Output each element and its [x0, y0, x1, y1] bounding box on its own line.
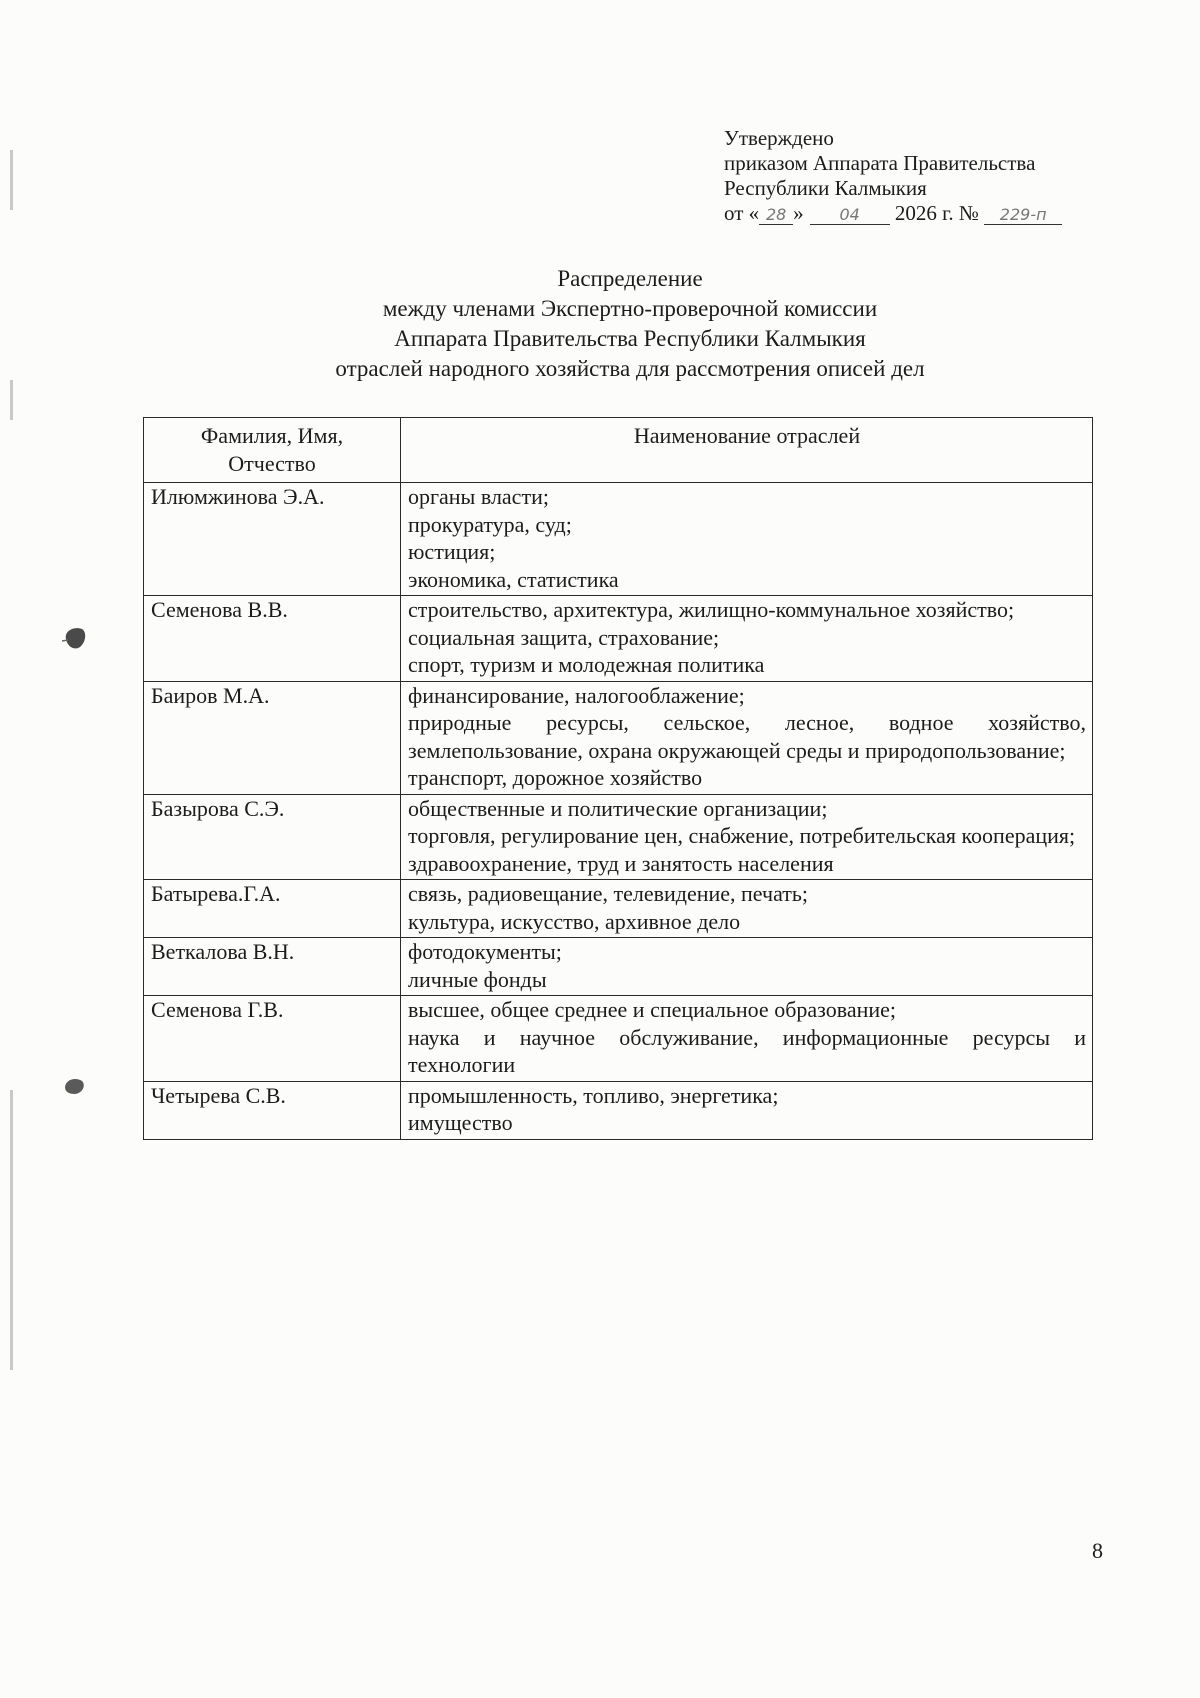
assigned-branches: [401, 996, 1093, 1082]
branch-item: социальная защита, страхование;: [408, 624, 720, 650]
member-name: Семенова В.В.: [144, 596, 401, 682]
member-name: Илюмжинова Э.А.: [144, 483, 401, 596]
document-title: [180, 264, 1080, 384]
branch-item: личные фонды: [408, 966, 547, 992]
approval-line: приказом Аппарата Правительства: [724, 151, 1036, 175]
table-row: [144, 596, 1093, 682]
assigned-branches: [401, 938, 1093, 996]
branch-item: строительство, архитектура, жилищно-коммунальное хозяйство;: [408, 597, 1015, 622]
hole-punch-mark: [62, 625, 88, 651]
branch-item: связь, радиовещание, телевидение, печать;: [408, 881, 809, 906]
branch-item: финансирование, налогооблажение;: [408, 682, 745, 708]
branch-item: спорт, туризм и молодежная политика: [408, 652, 765, 677]
page-number: 8: [1092, 1538, 1103, 1563]
scan-margin-line: [10, 1090, 13, 1370]
branch-item: органы власти;: [408, 484, 549, 509]
approval-line: Республики Калмыкия: [724, 176, 927, 200]
assigned-branches: [401, 681, 1093, 794]
branch-item: здравоохранение, труд и занятость населения: [408, 850, 834, 876]
member-name: Батырева.Г.А.: [144, 880, 401, 938]
branch-item: торговля, регулирование цен, снабжение, потребительская кооперация;: [408, 823, 1076, 848]
header-branches-column: Наименование отраслей: [401, 418, 1093, 483]
member-name: Баиров М.А.: [144, 681, 401, 794]
date-prefix: от «: [724, 201, 760, 225]
branch-item: культура, искусство, архивное дело: [408, 908, 741, 934]
title-line: Распределение: [557, 266, 703, 291]
table-row: [144, 1081, 1093, 1139]
approval-block: [724, 126, 1062, 226]
handwritten-day: 28: [759, 206, 793, 225]
scan-margin-line: [10, 150, 13, 210]
assigned-branches: [401, 880, 1093, 938]
table-header-row: [144, 418, 1093, 483]
handwritten-month: 04: [810, 206, 890, 225]
branch-item: наука и научное обслуживание, информационные ресурсы и технологии: [408, 1024, 1086, 1077]
table-row: [144, 681, 1093, 794]
assigned-branches: [401, 483, 1093, 596]
member-name: Четырева С.В.: [144, 1081, 401, 1139]
date-separator: »: [793, 201, 804, 225]
branch-item: высшее, общее среднее и специальное образование;: [408, 997, 897, 1022]
branch-item: прокуратура, суд;: [408, 511, 572, 537]
table-row: [144, 938, 1093, 996]
table-row: [144, 996, 1093, 1082]
title-line: между членами Экспертно-проверочной комиссии: [382, 296, 878, 321]
assigned-branches: [401, 1081, 1093, 1139]
year-text: 2026 г. №: [889, 201, 985, 225]
member-name: Семенова Г.В.: [144, 996, 401, 1082]
assigned-branches: [401, 794, 1093, 880]
member-name: Веткалова В.Н.: [144, 938, 401, 996]
distribution-table: [143, 417, 1093, 1140]
member-name: Базырова С.Э.: [144, 794, 401, 880]
table-row: [144, 794, 1093, 880]
approval-line: Утверждено: [724, 126, 834, 150]
branch-item: юстиция;: [408, 539, 496, 564]
branch-item: экономика, статистика: [408, 566, 619, 592]
branch-item: транспорт, дорожное хозяйство: [408, 765, 703, 790]
scan-margin-line: [10, 380, 13, 420]
branch-item: фотодокументы;: [408, 939, 562, 964]
branch-item: имущество: [408, 1110, 513, 1135]
table-row: [144, 880, 1093, 938]
branch-item: промышленность, топливо, энергетика;: [408, 1082, 779, 1108]
branch-item: природные ресурсы, сельское, лесное, водное хозяйство, землепользование, охрана окружающей среды и природопользование;: [408, 710, 1086, 763]
approval-date-line: [724, 201, 1062, 226]
assigned-branches: [401, 596, 1093, 682]
handwritten-order-number: 229-п: [984, 206, 1062, 225]
hole-punch-mark: [62, 1075, 88, 1097]
title-line: отраслей народного хозяйства для рассмотрения описей дел: [335, 356, 925, 381]
table-row: [144, 483, 1093, 596]
title-line: Аппарата Правительства Республики Калмыкия: [394, 326, 866, 351]
header-name-column: Фамилия, Имя, Отчество: [144, 418, 401, 483]
branch-item: общественные и политические организации;: [408, 795, 828, 821]
